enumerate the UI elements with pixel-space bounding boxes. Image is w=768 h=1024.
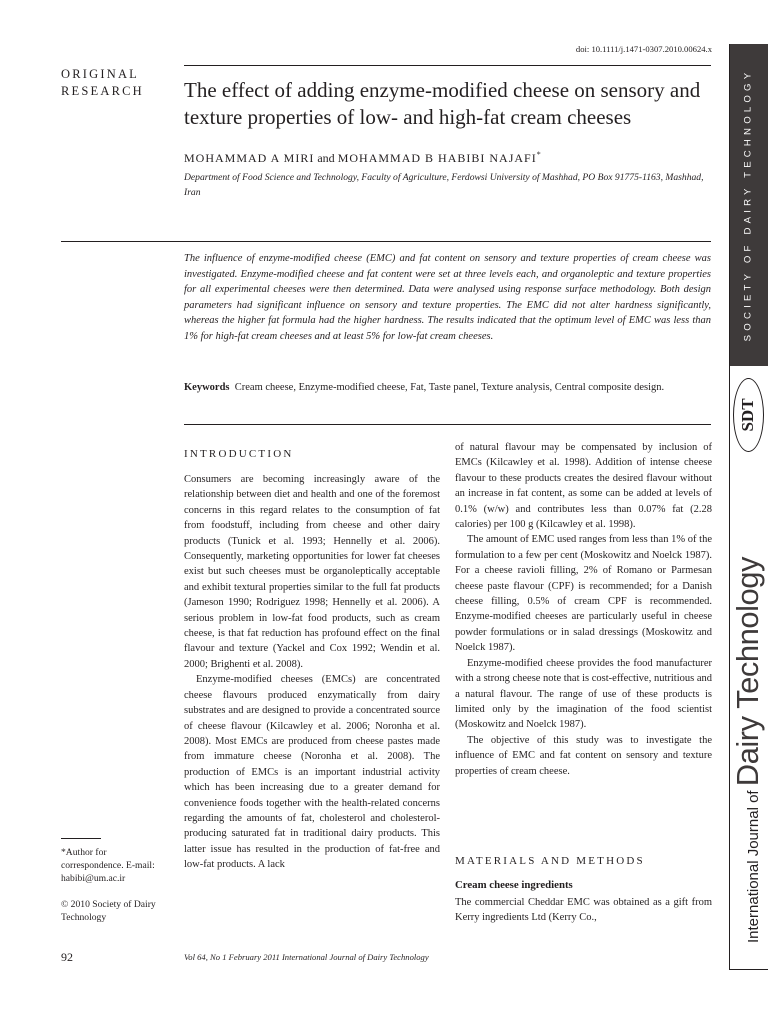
- paragraph: Enzyme-modified cheeses (EMCs) are concentrated cheese flavours produced enzymatically from dairy substrates and are designed to provide a concentrated source of cheese flavour (Kilcawley et al. 2006; Noronha et al. 2008). Most EMCs are produced from cheese pastes made from immature cheese (Noronha et al. 2008). The production of EMCs is an important industrial activity which has been increasing due to a greater demand for convenience foods together with the health-related concerns regarding the amounts of fat, cholesterol and cholesterol-producing saturated fat in traditional dairy products. This latter issue has resulted in the production of fat-free and low-fat products. A lack: [184, 674, 440, 871]
- keywords: [184, 380, 711, 396]
- column-right-methods: [455, 895, 712, 926]
- sdt-logo-text: SDT: [738, 398, 757, 432]
- abstract-top-rule: [61, 241, 711, 242]
- society-name: SOCIETY OF DAIRY TECHNOLOGY: [742, 68, 754, 342]
- sidebar-border: [729, 44, 730, 970]
- affiliation: Department of Food Science and Technology, Faculty of Agriculture, Ferdowsi University of Mashhad, PO Box 91775-1163, Mashhad, Iran: [184, 172, 704, 198]
- doi: doi: 10.1111/j.1471-0307.2010.00624.x: [575, 44, 712, 54]
- paragraph: The objective of this study was to investigate the influence of EMC and fat content on sensory and texture properties of cream cheese.: [455, 734, 712, 777]
- author-1: MOHAMMAD A MIRI: [184, 151, 315, 165]
- column-right: [455, 440, 712, 779]
- journal-name: [730, 557, 766, 943]
- section-heading-introduction: INTRODUCTION: [184, 448, 294, 460]
- author-note: *Author for correspondence. E-mail: habibi@um.ac.ir: [61, 847, 155, 884]
- paragraph: of natural flavour may be compensated by inclusion of EMCs (Kilcawley et al. 1998). Addition of intense cheese flavour to these products creates the desired flavour without an increase in fat content, as some can be added at levels of 0.1% (w/w) and contributes less than 0.07% fat (2.28 calories) per 100 g (Kilcawley et al. 1998).: [455, 442, 712, 531]
- running-footer: Vol 64, No 1 February 2011 International Journal of Dairy Technology: [184, 952, 429, 962]
- paragraph: The amount of EMC used ranges from less than 1% of the formulation to a few per cent (Moskowitz and Noelck 1987). For a cheese ravioli filling, 2% of Romano or Parmesan cheese paste flavour (CPF) is recommended; for a Danish cheese filling, 0.5% of cream CPF is recommended. Enzyme-modified cheeses are particularly useful in cheese powder formulations or in salad dressings (Moskowitz and Noelck 1987).: [455, 534, 712, 654]
- abstract: The influence of enzyme-modified cheese (EMC) and fat content on sensory and texture properties of cream cheese was investigated. Enzyme-modified cheese and fat content were set at three levels each, and organoleptic and texture properties for all experimental cheeses were then determined. Data were analysed using response surface methodology. Both design parameters had significant influence on sensory and texture properties. The EMC did not alter hardness significantly, whereas the higher fat formula had the higher hardness. The results indicated that the optimum level of EMC was less than 1% for high-fat cream cheeses and at least 5% for low-fat cream cheeses.: [184, 253, 711, 342]
- subsection-heading-ingredients: Cream cheese ingredients: [455, 879, 573, 891]
- paragraph: The commercial Cheddar EMC was obtained as a gift from Kerry ingredients Ltd (Kerry Co.,: [455, 897, 712, 924]
- author-and: and: [314, 151, 338, 165]
- paper-title: The effect of adding enzyme-modified cheese on sensory and texture properties of low- and high-fat cream cheeses: [184, 78, 701, 129]
- author-2: MOHAMMAD B HABIBI NAJAFI: [337, 151, 537, 165]
- article-type-line-2: RESEARCH: [61, 84, 144, 98]
- section-heading-methods: MATERIALS AND METHODS: [455, 855, 645, 867]
- keywords-label: Keywords: [184, 382, 230, 393]
- keywords-bottom-rule: [184, 424, 711, 425]
- page-number: 92: [61, 950, 73, 964]
- corresponding-mark: *: [536, 150, 541, 159]
- top-rule: [184, 65, 711, 66]
- footnote-rule: [61, 838, 101, 839]
- sidebar-bottom-border: [729, 969, 768, 970]
- column-left: [184, 472, 440, 873]
- article-type-label: [61, 66, 144, 100]
- copyright-note: © 2010 Society of Dairy Technology: [61, 899, 156, 923]
- article-type-line-1: ORIGINAL: [61, 67, 140, 81]
- journal-name-big: Dairy Technology: [730, 556, 765, 787]
- journal-name-small: International Journal of: [745, 786, 762, 944]
- authors: [184, 150, 541, 166]
- keywords-text: Cream cheese, Enzyme-modified cheese, Fat, Taste panel, Texture analysis, Central composite design.: [234, 382, 665, 393]
- paragraph: Enzyme-modified cheese provides the food manufacturer with a strong cheese note that is cost-effective, nutritious and a natural flavour. The range of use of these products is limited only by the imagination of the food scientist (Moskowitz and Noelck 1987).: [455, 657, 712, 731]
- paragraph: Consumers are becoming increasingly aware of the relationship between diet and health and one of the foremost concerns in this regard relates to the consumption of fat from foodstuff, including from cheese and other dairy products (Tunick et al. 1993; Hennelly et al. 2006). Consequently, marketing opportunities for lower fat cheeses exist but such cheeses must be organoleptically acceptable and exhibit textural properties similar to the full fat products (Jameson 1990; Rodriguez 1998; Hennelly et al. 2006). A serious problem in low-fat food products, such as cream cheese, is that fat reduction has profound effect on the final flavour and texture (Yackel and Cox 1992; Wendin et al. 2000; Brighenti et al. 2008).: [184, 474, 440, 670]
